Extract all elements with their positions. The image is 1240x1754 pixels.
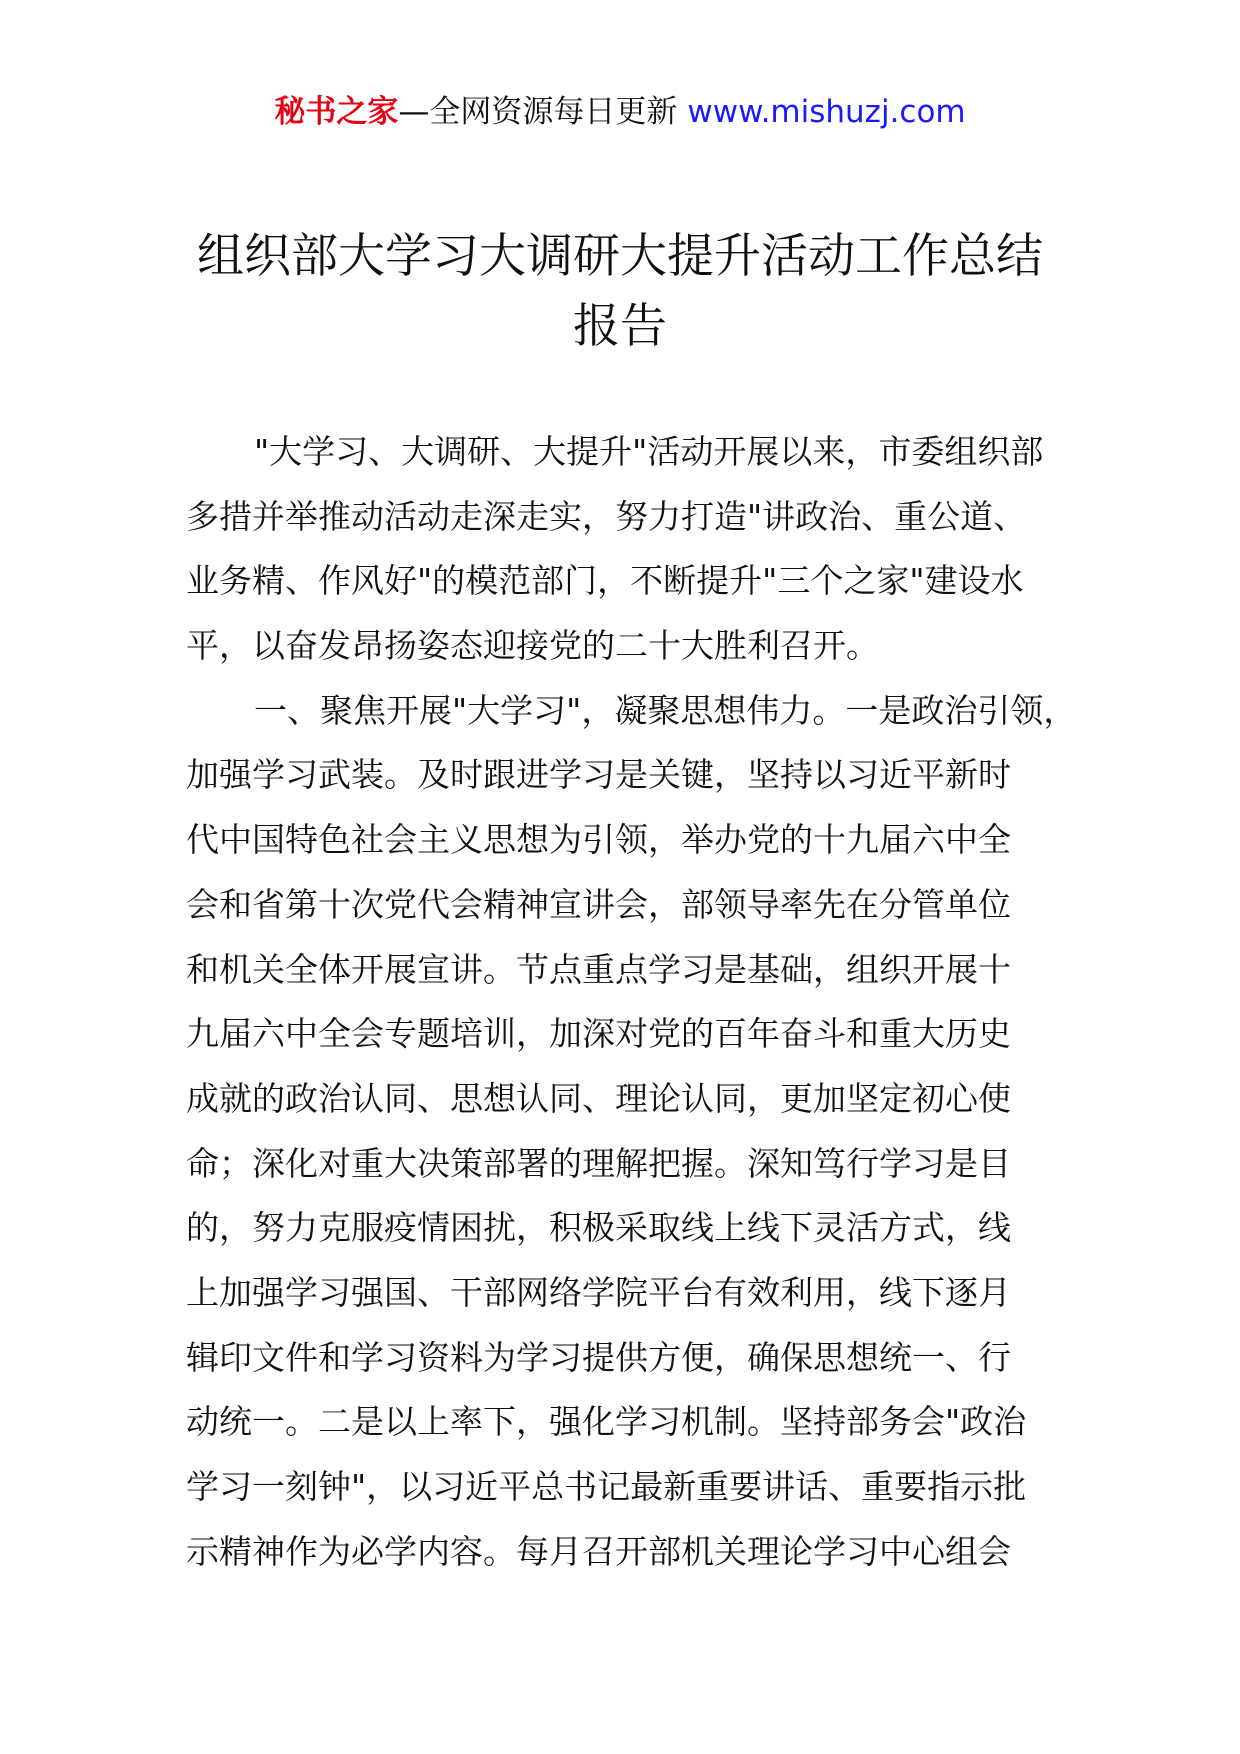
body-line: 九届六中全会专题培训，加深对党的百年奋斗和重大历史 bbox=[186, 1014, 1011, 1054]
body-line: 平，以奋发昂扬姿态迎接党的二十大胜利召开。 bbox=[186, 626, 879, 666]
body-line: 学习一刻钟"，以习近平总书记最新重要讲话、重要指示批 bbox=[186, 1467, 1027, 1506]
body-line: 命；深化对重大决策部署的理解把握。深知笃行学习是目 bbox=[186, 1143, 1011, 1183]
document-body bbox=[186, 420, 1076, 1584]
document-title-line-1: 组织部大学习大调研大提升活动工作总结 bbox=[197, 229, 1043, 284]
site-url-link[interactable]: www.mishuzj.com bbox=[687, 94, 966, 130]
body-line: 和机关全体开展宣讲。节点重点学习是基础，组织开展十 bbox=[186, 949, 1011, 989]
body-line: 的，努力克服疫情困扰，积极采取线上线下灵活方式，线 bbox=[186, 1208, 1011, 1248]
body-line: 业务精、作风好"的模范部门，不断提升"三个之家"建设水 bbox=[186, 561, 1024, 601]
body-line: 会和省第十次党代会精神宣讲会，部领导率先在分管单位 bbox=[186, 884, 1011, 924]
site-header bbox=[0, 92, 1240, 132]
body-line: 加强学习武装。及时跟进学习是关键，坚持以习近平新时 bbox=[186, 755, 1011, 795]
body-line: 上加强学习强国、干部网络学院平台有效利用，线下逐月 bbox=[186, 1272, 1011, 1312]
body-line: 一、聚焦开展"大学习"，凝聚思想伟力。一是政治引领， bbox=[254, 690, 1077, 730]
body-line: 多措并举推动活动走深走实，努力打造"讲政治、重公道、 bbox=[186, 496, 1027, 536]
body-line: "大学习、大调研、大提升"活动开展以来，市委组织部 bbox=[254, 432, 1044, 471]
document-title bbox=[160, 222, 1080, 362]
body-line: 代中国特色社会主义思想为引领，举办党的十九届六中全 bbox=[186, 820, 1011, 860]
body-line: 成就的政治认同、思想认同、理论认同，更加坚定初心使 bbox=[186, 1078, 1011, 1118]
document-title-line-2: 报告 bbox=[573, 299, 667, 354]
body-line: 动统一。二是以上率下，强化学习机制。坚持部务会"政治 bbox=[186, 1402, 1027, 1442]
site-brand: 秘书之家 bbox=[274, 94, 399, 130]
site-slogan: —全网资源每日更新 bbox=[398, 94, 678, 130]
body-line: 示精神作为必学内容。每月召开部机关理论学习中心组会 bbox=[186, 1531, 1011, 1571]
body-line: 辑印文件和学习资料为学习提供方便，确保思想统一、行 bbox=[186, 1337, 1011, 1377]
